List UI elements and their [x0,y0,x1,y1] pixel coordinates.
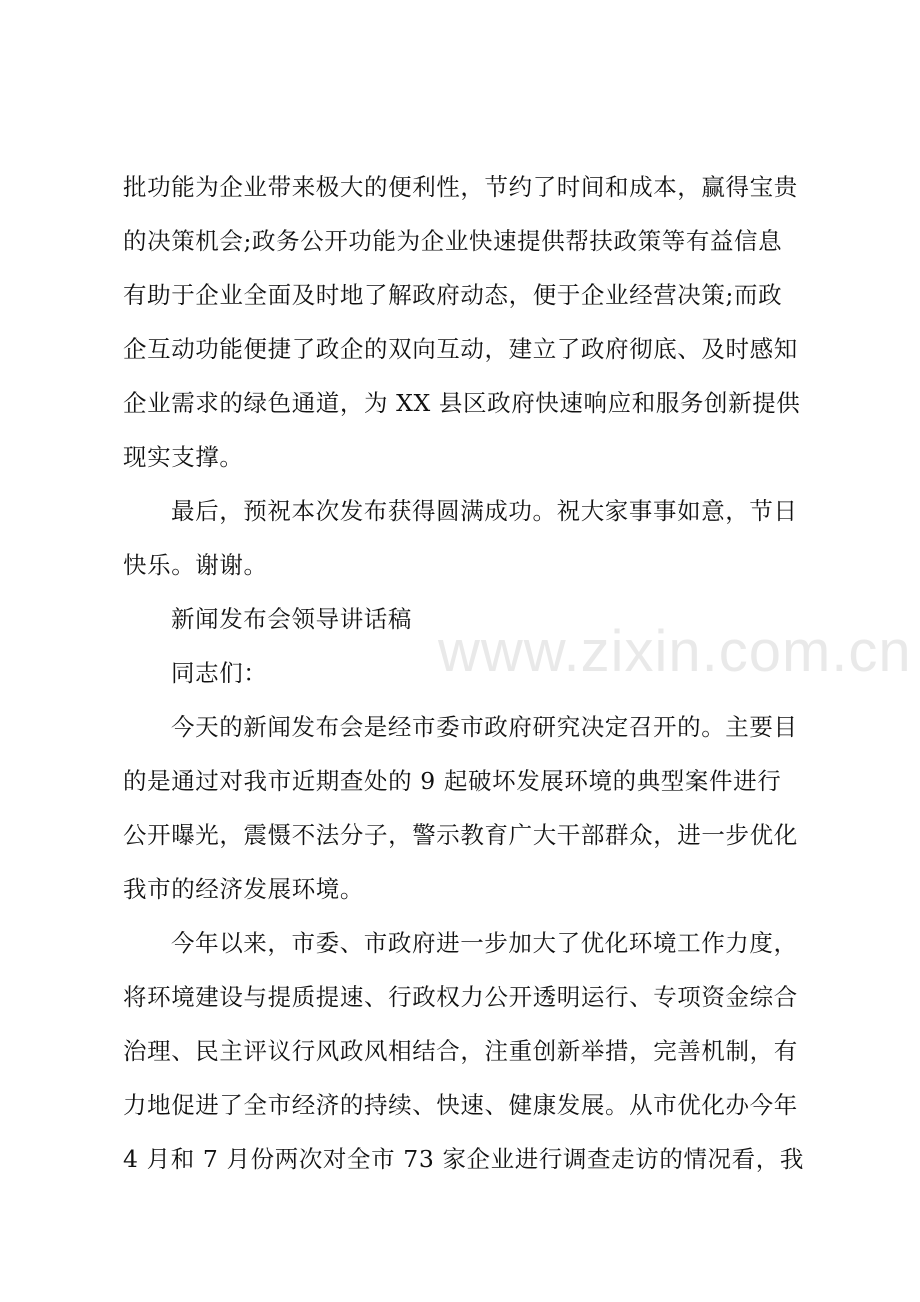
text-line: 公开曝光，震慑不法分子，警示教育广大干部群众，进一步优化 [123,821,798,849]
text-line: 今天的新闻发布会是经市委市政府研究决定召开的。主要目 [171,713,798,741]
text-line: 今年以来，市委、市政府进一步加大了优化环境工作力度， [171,929,798,957]
text-line: 企互动功能便捷了政企的双向互动，建立了政府彻底、及时感知 [123,335,798,363]
text-line: 有助于企业全面及时地了解政府动态，便于企业经营决策;而政 [123,281,783,309]
text-line: 4 月和 7 月份两次对全市 73 家企业进行调查走访的情况看，我 [123,1145,804,1173]
heading-title: 新闻发布会领导讲话稿 [171,605,412,633]
text-line: 快乐。谢谢。 [123,551,268,579]
text-line: 批功能为企业带来极大的便利性，节约了时间和成本，赢得宝贵 [123,173,798,201]
text-line: 治理、民主评议行风政风相结合，注重创新举措，完善机制，有 [123,1037,798,1065]
text-line: 的是通过对我市近期查处的 9 起破坏发展环境的典型案件进行 [123,767,782,795]
text-line: 现实支撑。 [123,443,244,471]
text-line: 将环境建设与提质提速、行政权力公开透明运行、专项资金综合 [123,983,798,1011]
text-line: 最后，预祝本次发布获得圆满成功。祝大家事事如意，节日 [171,497,798,525]
text-line: 力地促进了全市经济的持续、快速、健康发展。从市优化办今年 [123,1091,798,1119]
text-line: 的决策机会;政务公开功能为企业快速提供帮扶政策等有益信息 [123,227,783,255]
watermark: www.zixin.com.cn [438,619,912,684]
text-line: 企业需求的绿色通道，为 XX 县区政府快速响应和服务创新提供 [123,389,801,417]
text-line: 我市的经济发展环境。 [123,875,364,903]
salutation: 同志们： [171,659,268,687]
